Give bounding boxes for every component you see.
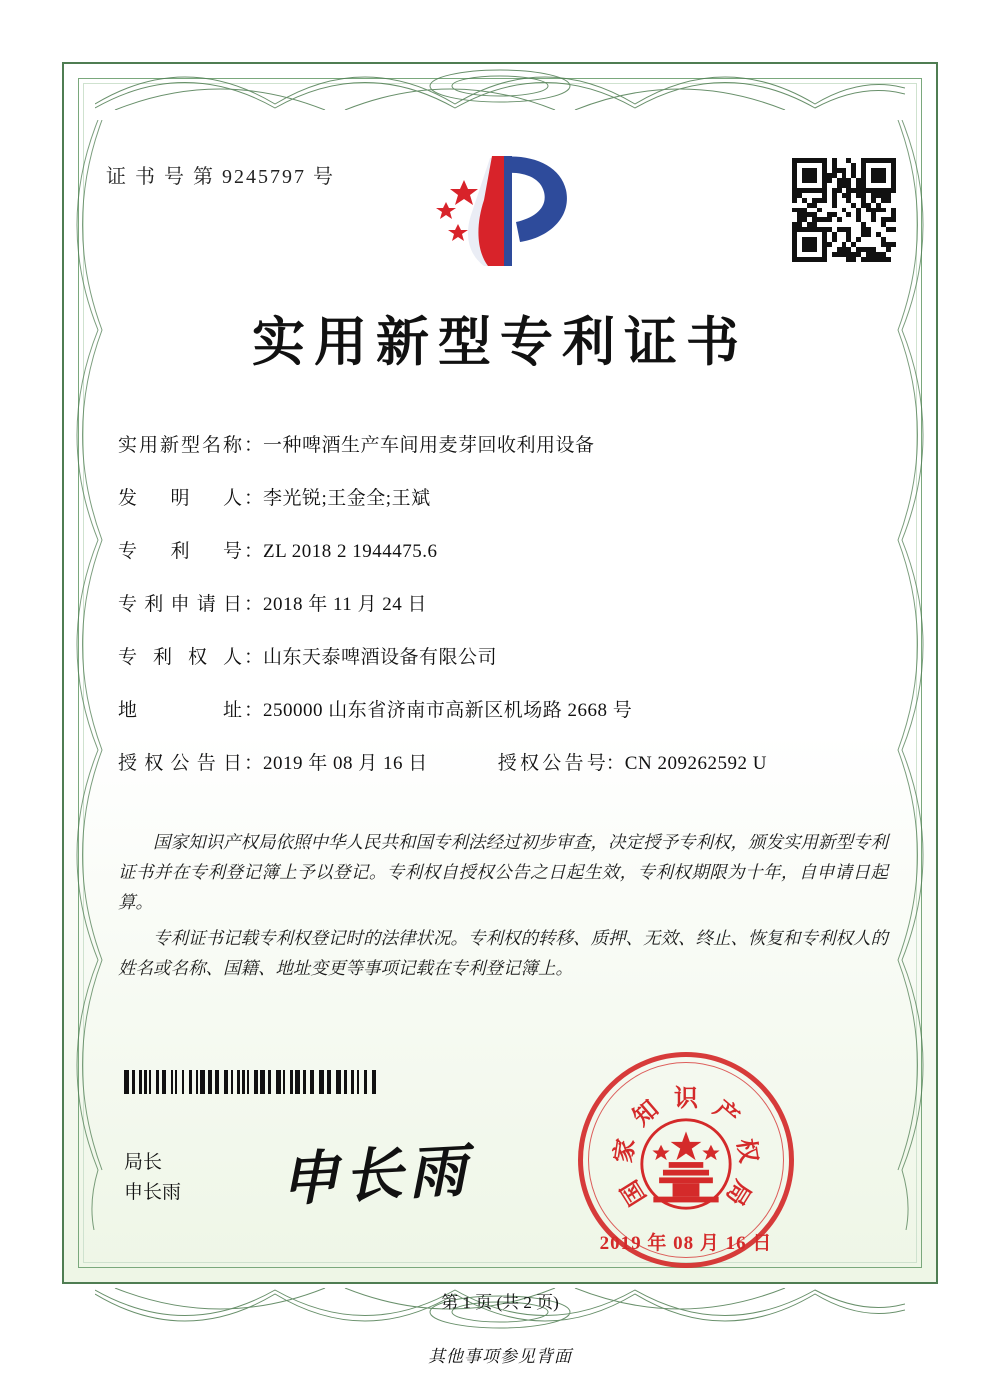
field-colon: ： [244, 541, 264, 562]
certificate-fields [118, 430, 882, 801]
handwritten-signature: 申长雨 [278, 1136, 474, 1214]
field-label: 专 利 号 [118, 541, 242, 562]
seal-date: 2019 年 08 月 16 日 [599, 1233, 773, 1254]
field-value: 山东天泰啤酒设备有限公司 [263, 647, 498, 668]
official-seal [578, 1052, 794, 1268]
cnipa-logo-icon [424, 150, 576, 272]
field-label: 地 址 [118, 700, 242, 721]
field-value: 250000 山东省济南市高新区机场路 2668 号 [263, 700, 633, 721]
field-colon: ： [244, 435, 264, 456]
field-colon: ： [244, 594, 264, 615]
field-value-grant-date: 2019 年 08 月 16 日 [263, 753, 428, 774]
back-side-note: 其他事项参见背面 [428, 1347, 572, 1366]
field-label-grant-date: 授权公告日 [118, 753, 242, 774]
field-label: 发 明 人 [118, 488, 242, 509]
certificate-number: 证 书 号 第 9245797 号 [106, 166, 335, 188]
legal-text [118, 828, 888, 990]
field-label-announcement-no: 授权公告号 [497, 753, 606, 774]
national-emblem-icon [638, 1116, 734, 1212]
field-value: ZL 2018 2 1944475.6 [263, 541, 438, 562]
barcode [124, 1070, 380, 1094]
page-title: 实用新型专利证书 [252, 311, 748, 373]
field-colon: ： [244, 488, 264, 509]
field-value: 李光锐;王金全;王斌 [263, 488, 431, 509]
qr-code [792, 158, 896, 262]
field-value: 2018 年 11 月 24 日 [263, 594, 428, 615]
field-colon: ： [244, 753, 264, 774]
field-value-announcement-no: CN 209262592 U [624, 753, 767, 774]
page-number: 第 1 页 (共 2 页) [441, 1293, 559, 1312]
field-colon: ： [244, 647, 264, 668]
field-application-date [118, 589, 882, 616]
paragraph-2: 专利证书记载专利权登记时的法律状况。专利权的转移、质押、无效、终止、恢复和专利权人的姓名或名称、国籍、地址变更等事项记载在专利登记簿上。 [118, 929, 888, 979]
field-patentee [118, 642, 882, 669]
field-inventors [118, 483, 882, 510]
field-address [118, 695, 882, 722]
field-utility-model-name [118, 430, 882, 457]
field-grant-announcement [118, 748, 882, 775]
seal-ring-text: 国 家 知 识 产 权 局 [611, 1086, 761, 1210]
field-value: 一种啤酒生产车间用麦芽回收利用设备 [263, 435, 595, 456]
field-patent-number [118, 536, 882, 563]
field-label: 专 利 权 人 [118, 647, 242, 668]
field-label: 实用新型名称 [118, 435, 242, 456]
director-name: 申长雨 [124, 1182, 182, 1203]
field-colon: ： [605, 753, 625, 774]
paragraph-1: 国家知识产权局依照中华人民共和国专利法经过初步审查，决定授予专利权，颁发实用新型专利证书并在专利登记簿上予以登记。专利权自授权公告之日起生效，专利权期限为十年，自申请日起算。 [118, 833, 888, 913]
field-label: 专利申请日 [118, 594, 242, 615]
director-title: 局长 [124, 1152, 163, 1173]
signature-block [124, 1148, 181, 1208]
field-colon: ： [244, 700, 264, 721]
